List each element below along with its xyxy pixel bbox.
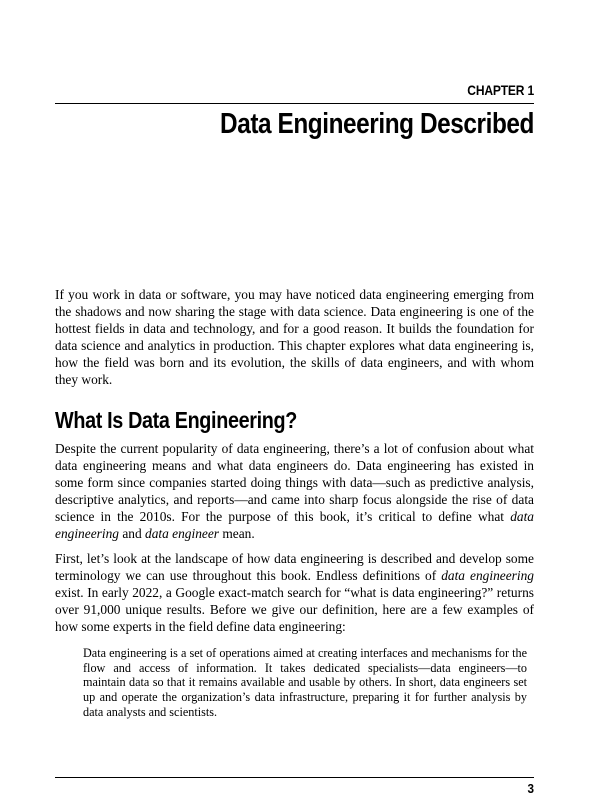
confusion-paragraph: Despite the current popularity of data engineering, there’s a lot of confusion about what data engineering means and what data engineers do. Data engineering has existed in some form since companies started doing things with data—such as predictive analysis, descriptive analytics, and reports—and came into sharp focus alongside the rise of data science in the 2010s. For the purpose of this book, it’s critical to define what data engineering and data engineer mean. — [55, 441, 534, 541]
page-number: 3 — [527, 781, 534, 796]
header-rule-divider — [55, 103, 534, 104]
intro-paragraph: If you work in data or software, you may have noticed data engineering emerging from the shadows and now sharing the stage with data science. Data engineering is one of the hottest fields in data and technology, and for a good reason. It builds the foundation for data science and analytics in production. This chapter explores what data engineering is, how the field was born and its evolution, the skills of data engineers, and with whom they work. — [55, 287, 534, 387]
landscape-paragraph: First, let’s look at the landscape of how data engineering is described and develop some terminology we can use throughout this book. Endless definitions of data engineering exist. In early 2022, a Google exact-match search for “what is data engineering?” returns over 91,000 unique results. Before we give our definition, here are a few examples of how some experts in the field define data engineering: — [55, 551, 534, 634]
section-heading: What Is Data Engineering? — [55, 407, 297, 433]
chapter-label: CHAPTER 1 — [467, 82, 534, 98]
definition-blockquote: Data engineering is a set of operations aimed at creating interfaces and mechanisms for the flow and access of information. It takes dedicated specialists—data engineers—to maintain data so that it remains available and usable by others. In short, data engineers set up and operate the organization’s data infrastructure, preparing it for further analysis by data analysts and scientists. — [83, 646, 527, 719]
footer-rule-divider — [55, 777, 534, 778]
chapter-title: Data Engineering Described — [220, 108, 534, 140]
